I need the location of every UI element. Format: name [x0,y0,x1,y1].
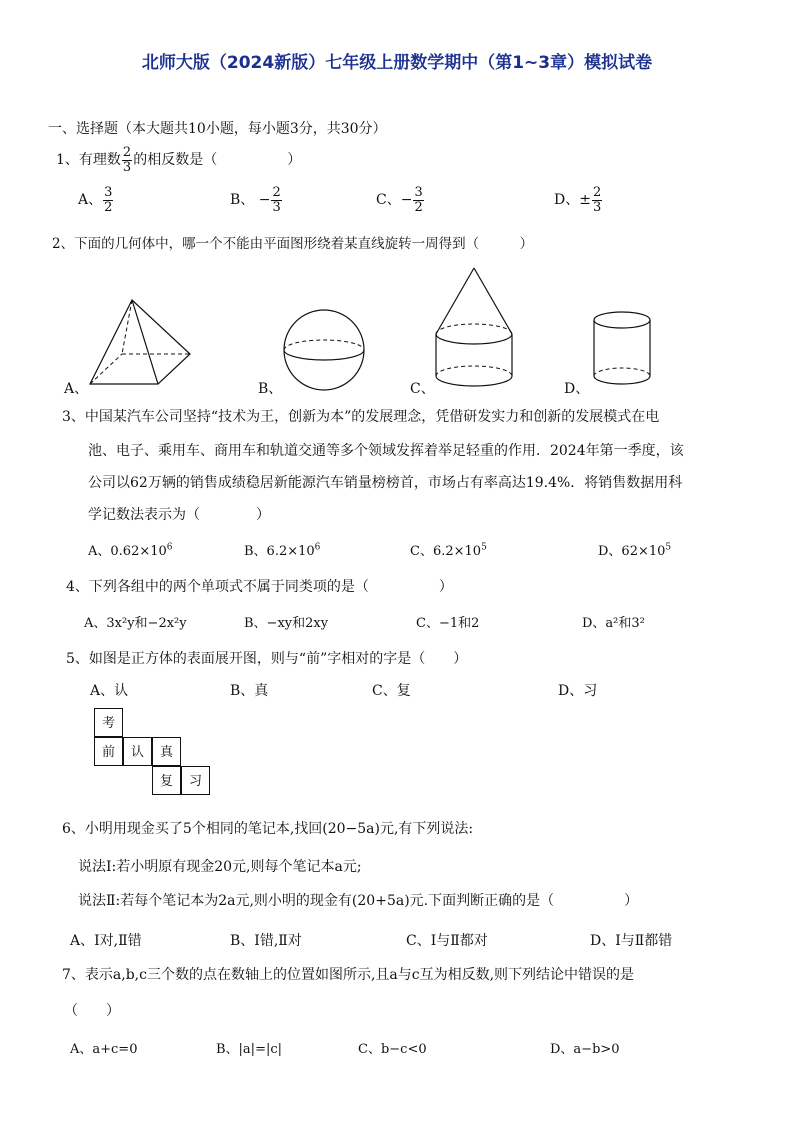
net-cell-zhen: 真 [152,737,181,766]
q1-option-d: D、± $\frac{2}{3}$ [554,185,602,215]
q1-stem-pre: 1、有理数 [56,152,121,169]
q7-option-c: C、b−c<0 [358,1042,427,1057]
q3-option-d: D、$62\times 10^5$ [598,542,672,559]
question-4-stem: 4、下列各组中的两个单项式不属于同类项的是（ ） [66,579,453,595]
q7-option-b: B、|a|=|c| [216,1042,282,1057]
q3-line-1: 3、中国某汽车公司坚持“技术为王，创新为本”的发展理念，凭借研发实力和创新的发展模式在电 [62,409,660,425]
net-cell-fu: 复 [152,766,181,795]
q3-line-2: 池、电子、乘用车、商用车和轨道交通等多个领域发挥着举足轻重的作用．2024年第一季度，该 [88,443,684,459]
question-2-stem: 2、下面的几何体中，哪一个不能由平面图形绕着某直线旋转一周得到（ ） [52,236,534,252]
q3-line-3: 公司以62万辆的销售成绩稳居新能源汽车销量榜榜首，市场占有率高达19.4%．将销售数据用科 [88,475,683,491]
question-1-stem [56,146,301,174]
q7-option-a: A、a+c=0 [70,1042,138,1057]
net-cell-kao: 考 [94,708,123,737]
q5-option-a: A、认 [90,683,129,699]
q2-label-b: B、 [258,381,283,397]
net-cell-qian: 前 [94,737,123,766]
cylinder-figure [592,310,652,390]
question-6-stem: 6、小明用现金买了5个相同的笔记本,找回(20−5a)元,有下列说法: [62,821,474,837]
net-cell-xi: 习 [181,766,210,795]
q3-option-c: C、$6.2\times 10^5$ [410,542,487,559]
q6-option-b: B、Ⅰ错,Ⅱ对 [230,933,302,949]
q4-option-b: B、−xy和2xy [244,616,329,631]
q6-statement-1: 说法Ⅰ:若小明原有现金20元,则每个笔记本a元; [78,859,362,875]
q7-option-d: D、a−b>0 [550,1042,620,1057]
q7-answer-paren: （ ） [64,1003,120,1019]
question-5-stem: 5、如图是正方体的表面展开图，则与“前”字相对的字是（ ） [66,651,468,667]
net-cell-ren: 认 [123,737,152,766]
page-title: 北师大版（2024新版）七年级上册数学期中（第1~3章）模拟试卷 [141,53,653,73]
cone-cylinder-figure [434,266,516,390]
q5-option-c: C、复 [372,683,411,699]
q1-stem-post: 的相反数是（ ） [133,152,302,169]
q6-statement-2: 说法Ⅱ:若每个笔记本为2a元,则小明的现金有(20+5a)元.下面判断正确的是（ ） [78,893,639,909]
q3-line-4: 学记数法表示为（ ） [88,507,270,523]
section-heading: 一、选择题（本大题共10小题，每小题3分，共30分） [48,121,387,137]
q3-option-b: B、$6.2\times 10^6$ [244,542,321,559]
q4-option-d: D、a²和3² [582,616,645,631]
sphere-figure [282,308,366,392]
q1-option-a: A、 $\frac{3}{2}$ [78,185,113,215]
q6-option-a: A、Ⅰ对,Ⅱ错 [70,933,142,949]
q5-option-d: D、习 [558,683,598,699]
q2-label-d: D、 [564,381,590,397]
q2-label-c: C、 [410,381,435,397]
q1-option-c: C、− $\frac{3}{2}$ [376,185,423,215]
q4-option-a: A、3x²y和−2x²y [84,616,187,631]
pyramid-figure [86,296,196,388]
q3-option-a: A、$0.62\times 10^6$ [88,542,173,559]
q6-option-c: C、Ⅰ与Ⅱ都对 [406,933,488,949]
q2-label-a: A、 [64,381,89,397]
q1-fraction: $\frac{2}{3}$ [122,145,132,175]
q5-option-b: B、真 [230,683,269,699]
question-7-stem: 7、表示a,b,c三个数的点在数轴上的位置如图所示,且a与c互为相反数,则下列结论中错误的是 [62,967,635,983]
q6-option-d: D、Ⅰ与Ⅱ都错 [590,933,673,949]
q4-option-c: C、−1和2 [416,616,480,631]
q1-option-b: B、 − $\frac{2}{3}$ [230,185,281,215]
